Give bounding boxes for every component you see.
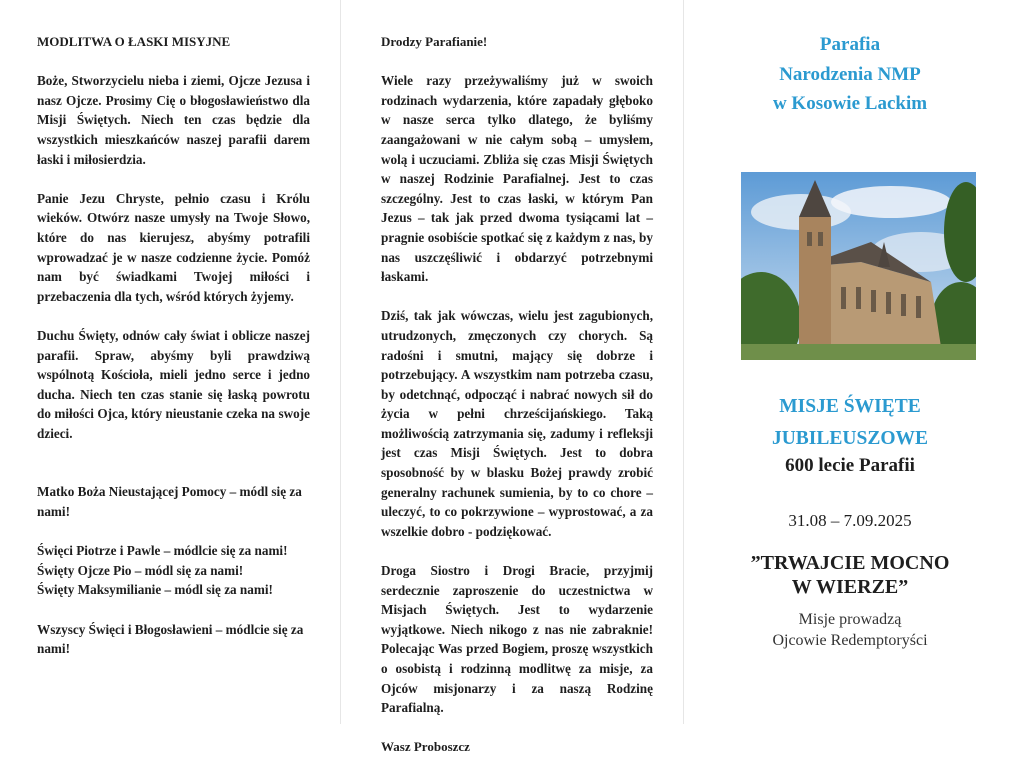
letter-panel (381, 32, 653, 777)
mission-dates: 31.08 – 7.09.2025 (788, 510, 912, 530)
prayer-paragraph: Boże, Stworzycielu nieba i ziemi, Ojcze Jezusa i nasz Ojcze. Prosimy Cię o błogosławieństwo dla Misji Świętych. Niech ten czas będzie dla wszystkich mieszkańców naszej parafii darem łaski i miłosierdzia. (37, 73, 310, 167)
letter-paragraph: Droga Siostro i Drogi Bracie, przyjmij serdecznie zaproszenie do uczestnictwa w Misjach Świętych. Jest to wydarzenie wyjątkowe. Niech nikogo z nas nie zabraknie! Polecając Was przed Bogiem, proszę wszystkich o osobistą i rodzinną modlitwę za misje, za Ojców misjonarzy i za naszą Rodzinę Parafialną. (381, 563, 653, 716)
letter-paragraph: Wiele razy przeżywaliśmy już w swoich rodzinach wydarzenia, które zapadały głęboko w nasze serca tylko dlatego, że byliśmy zaangażowani w nie całym sobą – umysłem, wolą i uczuciami. Zbliża się czas Misji Świętych w naszej Rodzinie Parafialnej. Jest to czas szczególny. Jest to czas łaski, w którym Pan Jezus – tak jak przed dwoma tysiącami lat – pragnie osobiście spotkać się z każdym z nas, by nas uszczęśliwić i obdarzyć potrzebnymi łaskami. (381, 73, 653, 285)
fold-line (683, 0, 684, 724)
anniversary: 600 lecie Parafii (785, 454, 915, 476)
invocation: Święty Maksymilianie – módl się za nami! (37, 582, 273, 598)
invocation: Wszyscy Święci i Błogosławieni – módlcie się za nami! (37, 621, 304, 657)
fold-line (340, 0, 341, 724)
parish-line: Parafia (819, 34, 881, 55)
led-by-line: Ojcowie Redemptoryści (772, 631, 928, 649)
led-by (700, 609, 1000, 651)
prayer-paragraph: Duchu Święty, odnów cały świat i oblicze naszej parafii. Spraw, abyśmy byli prawdziwą wspólnotą Kościoła, mieli jedno serce i jedno ducha. Niech ten czas stanie się łaską powrotu do miłości Ojca, który nieustanie czeka na swoje dzieci. (37, 327, 310, 441)
missions-title (700, 391, 1000, 455)
prayer-paragraph: Panie Jezu Chryste, pełnio czasu i Królu wieków. Otwórz nasze umysły na Twoje Słowo, które do nas kierujesz, abyśmy potrafili wprowadzać je w nasze codzienne życie. Pomóż nam być świadkami Twojej miłości i przebaczenia dla tych, wśród których żyjemy. (37, 190, 310, 304)
church-photo (741, 172, 976, 360)
invocation: Matko Boża Nieustającej Pomocy – módl się za nami! (37, 484, 302, 520)
prayer-panel (37, 32, 310, 678)
letter-greeting: Drodzy Parafianie! (381, 34, 488, 49)
letter-paragraph: Dziś, tak jak wówczas, wielu jest zagubionych, utrudzonych, zmęczonych czy chorych. Są radośni i smutni, mający się dobrze i potrzebujący. A wszystkim nam potrzeba czasu, by odetchnąć, odpocząć i nabrać nowych sił do życia w pełni chrześcijańskiego. Taką możliwością zatrzymania się, zadumy i refleksji jest czas Misji Świętych. Jest to dobra sposobność by w blasku Bożej prawdy zrobić generalny rachunek sumienia, by to co chore – uleczyć, to co pokrzywione – wyprostować, a za wszelkie dobro - podziękować. (381, 308, 653, 539)
letter-signature: Wasz Proboszcz (381, 739, 470, 755)
motto (700, 551, 1000, 599)
prayer-title: MODLITWA O ŁASKI MISYJNE (37, 34, 231, 49)
motto-line: W WIERZE” (791, 575, 909, 598)
led-by-line: Misje prowadzą (798, 610, 902, 628)
invocation: Święci Piotrze i Pawle – módlcie się za nami! (37, 543, 288, 559)
missions-line: MISJE ŚWIĘTE (779, 395, 921, 417)
invocation: Święty Ojcze Pio – módl się za nami! (37, 562, 244, 578)
motto-line: ”TRWAJCIE MOCNO (750, 551, 950, 574)
parish-line: Narodzenia NMP (779, 63, 921, 85)
parish-line: w Kosowie Lackim (772, 93, 928, 114)
parish-name (700, 30, 1000, 119)
missions-line: JUBILEUSZOWE (771, 427, 929, 449)
